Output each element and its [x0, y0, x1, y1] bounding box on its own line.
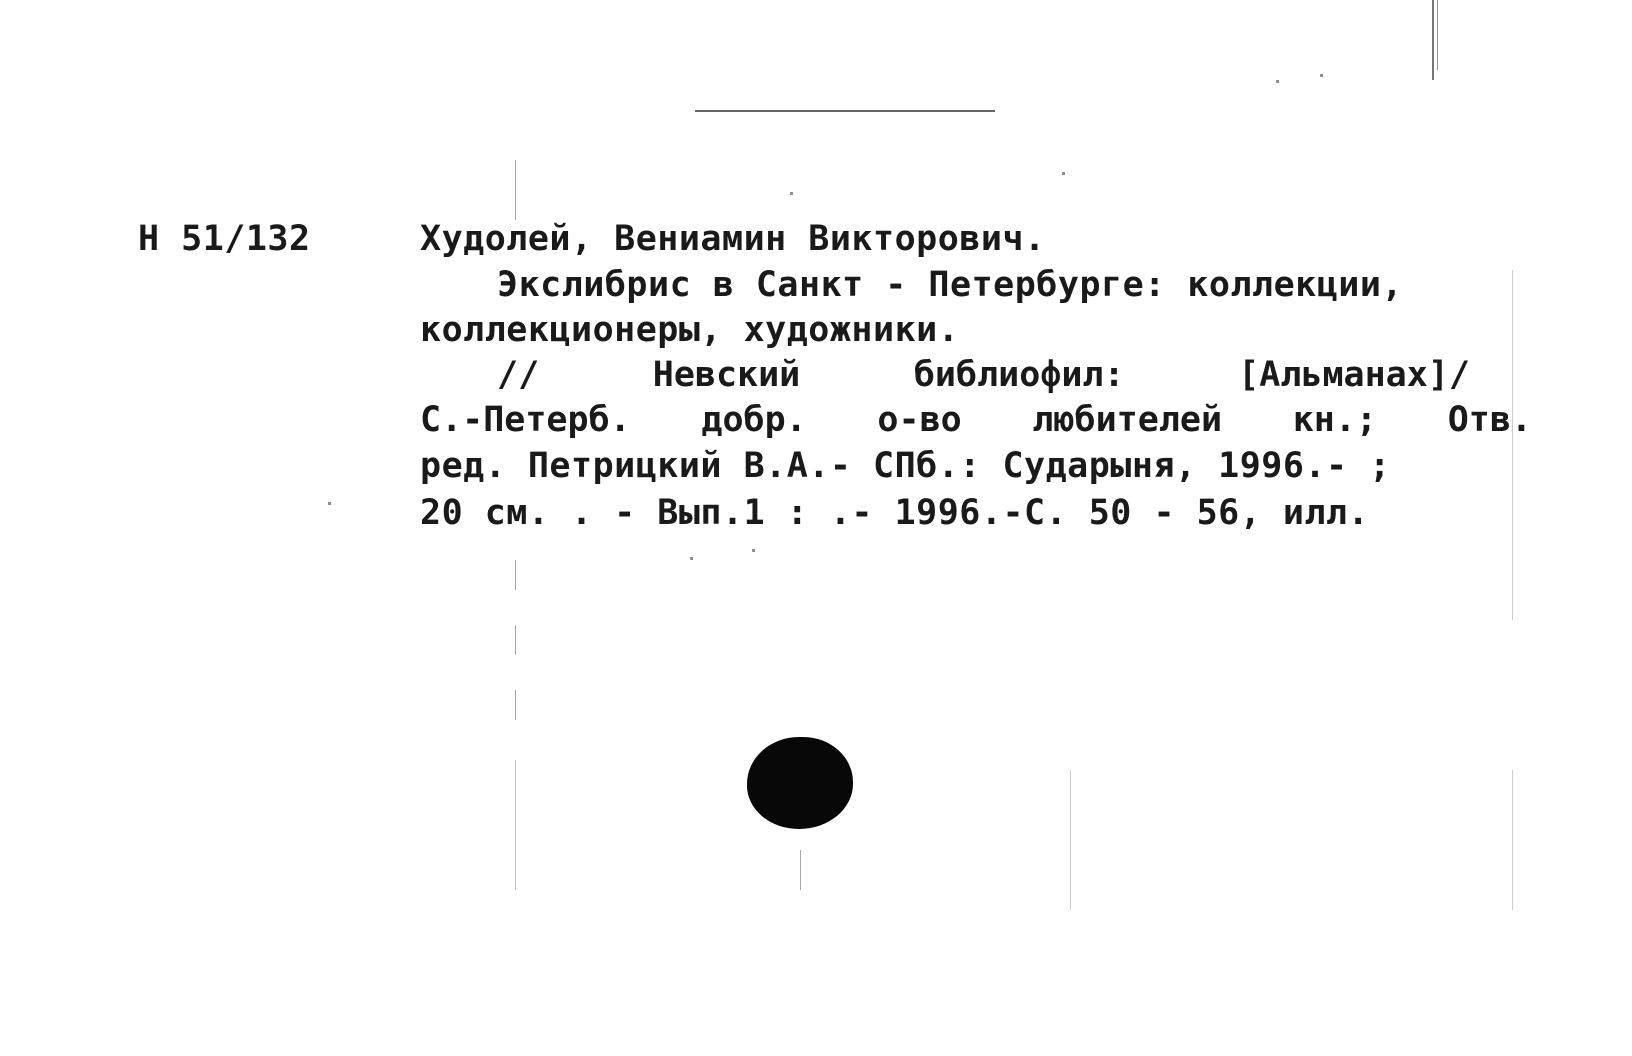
scan-mark: [1437, 0, 1438, 70]
source-line-1: [497, 352, 1470, 399]
scan-mark: [515, 760, 516, 890]
source-line-2-word: любителей: [1032, 400, 1223, 440]
title-line-2: коллекционеры, художники.: [420, 310, 960, 350]
source-line-2: [420, 397, 1532, 444]
scan-mark: [1512, 270, 1513, 620]
scan-dot: [1320, 74, 1323, 77]
scan-dot: [790, 192, 793, 195]
scan-line-top: [695, 110, 995, 112]
call-number: Н 51/132: [138, 219, 311, 259]
title-line-1: Экслибрис в Санкт - Петербурге: коллекции,: [497, 265, 1404, 305]
scan-mark: [515, 560, 516, 590]
scan-mark: [515, 690, 516, 720]
source-line-2-word: добр.: [701, 400, 807, 440]
source-line-3: ред. Петрицкий В.А.- СПб.: Сударыня, 1996.- ;: [420, 446, 1391, 486]
punch-hole: [747, 737, 853, 829]
scan-mark: [800, 850, 801, 890]
source-line-1-word: //: [497, 355, 540, 395]
source-line-2-word: Отв.: [1447, 400, 1532, 440]
scan-dot: [1276, 80, 1279, 83]
source-line-2-word: С.-Петерб.: [420, 400, 631, 440]
source-line-2-word: кн.;: [1292, 400, 1378, 440]
scan-mark: [515, 625, 516, 655]
source-line-1-word: [Альманах]/: [1238, 355, 1470, 395]
scan-dot: [690, 557, 693, 560]
scan-mark-right-top: [1432, 0, 1434, 80]
source-line-2-word: о-во: [877, 400, 962, 440]
scan-dot: [1062, 172, 1065, 175]
source-line-1-word: Невский: [652, 355, 801, 395]
scan-mark: [1512, 770, 1513, 910]
scan-dot: [328, 502, 331, 505]
scan-mark: [1070, 770, 1071, 910]
scan-mark: [515, 160, 516, 220]
scan-dot: [752, 549, 755, 552]
author-name: Худолей, Вениамин Викторович.: [420, 219, 1046, 259]
source-line-1-word: библиофил:: [913, 355, 1125, 395]
source-line-4: 20 см. . - Вып.1 : .- 1996.-С. 50 - 56, илл.: [420, 493, 1370, 533]
